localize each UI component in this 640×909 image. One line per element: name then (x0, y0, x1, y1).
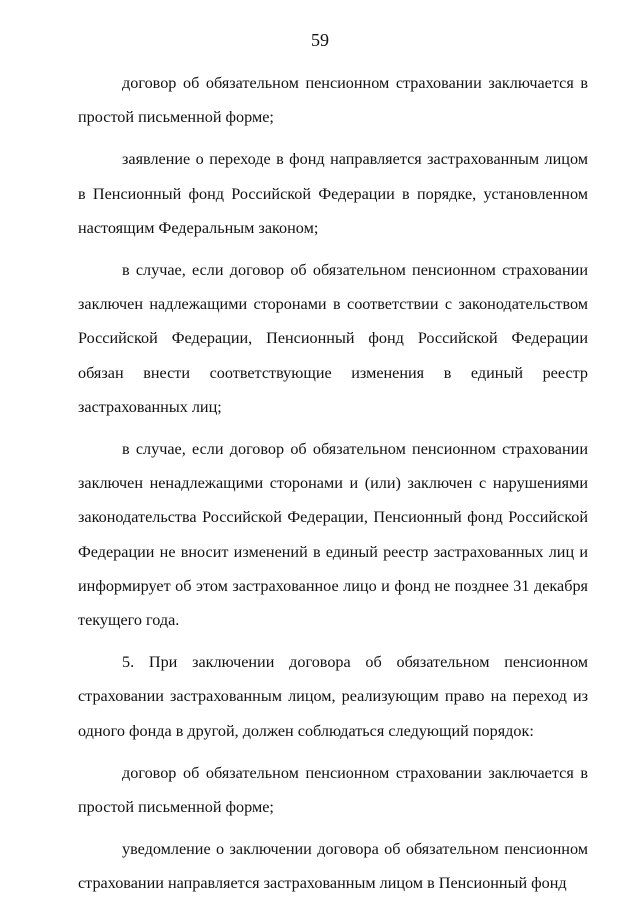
page-number: 59 (311, 30, 329, 50)
paragraph: 5. При заключении договора об обязательном пенсионном страховании застрахованным лицом, реализующим право на переход из одного фонда в другой, должен соблюдаться следующий порядок: (78, 653, 588, 740)
paragraph: заявление о переходе в фонд направляется застрахованным лицом в Пенсионный фонд Российской Федерации в порядке, установленном настоящим Федеральным законом; (78, 150, 588, 237)
paragraph: договор об обязательном пенсионном страховании заключается в простой письменной форме; (78, 74, 588, 127)
paragraph: уведомление о заключении договора об обязательном пенсионном страховании направляется застрахованным лицом в Пенсионный фонд (78, 840, 588, 893)
document-body (78, 66, 588, 909)
paragraph: в случае, если договор об обязательном пенсионном страховании заключен надлежащими сторонами в соответствии с законодательством Российской Федерации, Пенсионный фонд Российской Федерации обязан внести соответствующие изменения в единый реестр застрахованных лиц; (78, 261, 588, 416)
paragraph: в случае, если договор об обязательном пенсионном страховании заключен ненадлежащими сторонами и (или) заключен с нарушениями законодательства Российской Федерации, Пенсионный фонд Российской Федерации не вносит изменений в единый реестр застрахованных лиц и информирует об этом застрахованное лицо и фонд не позднее 31 декабря текущего года. (78, 440, 588, 630)
paragraph: договор об обязательном пенсионном страховании заключается в простой письменной форме; (78, 763, 588, 817)
